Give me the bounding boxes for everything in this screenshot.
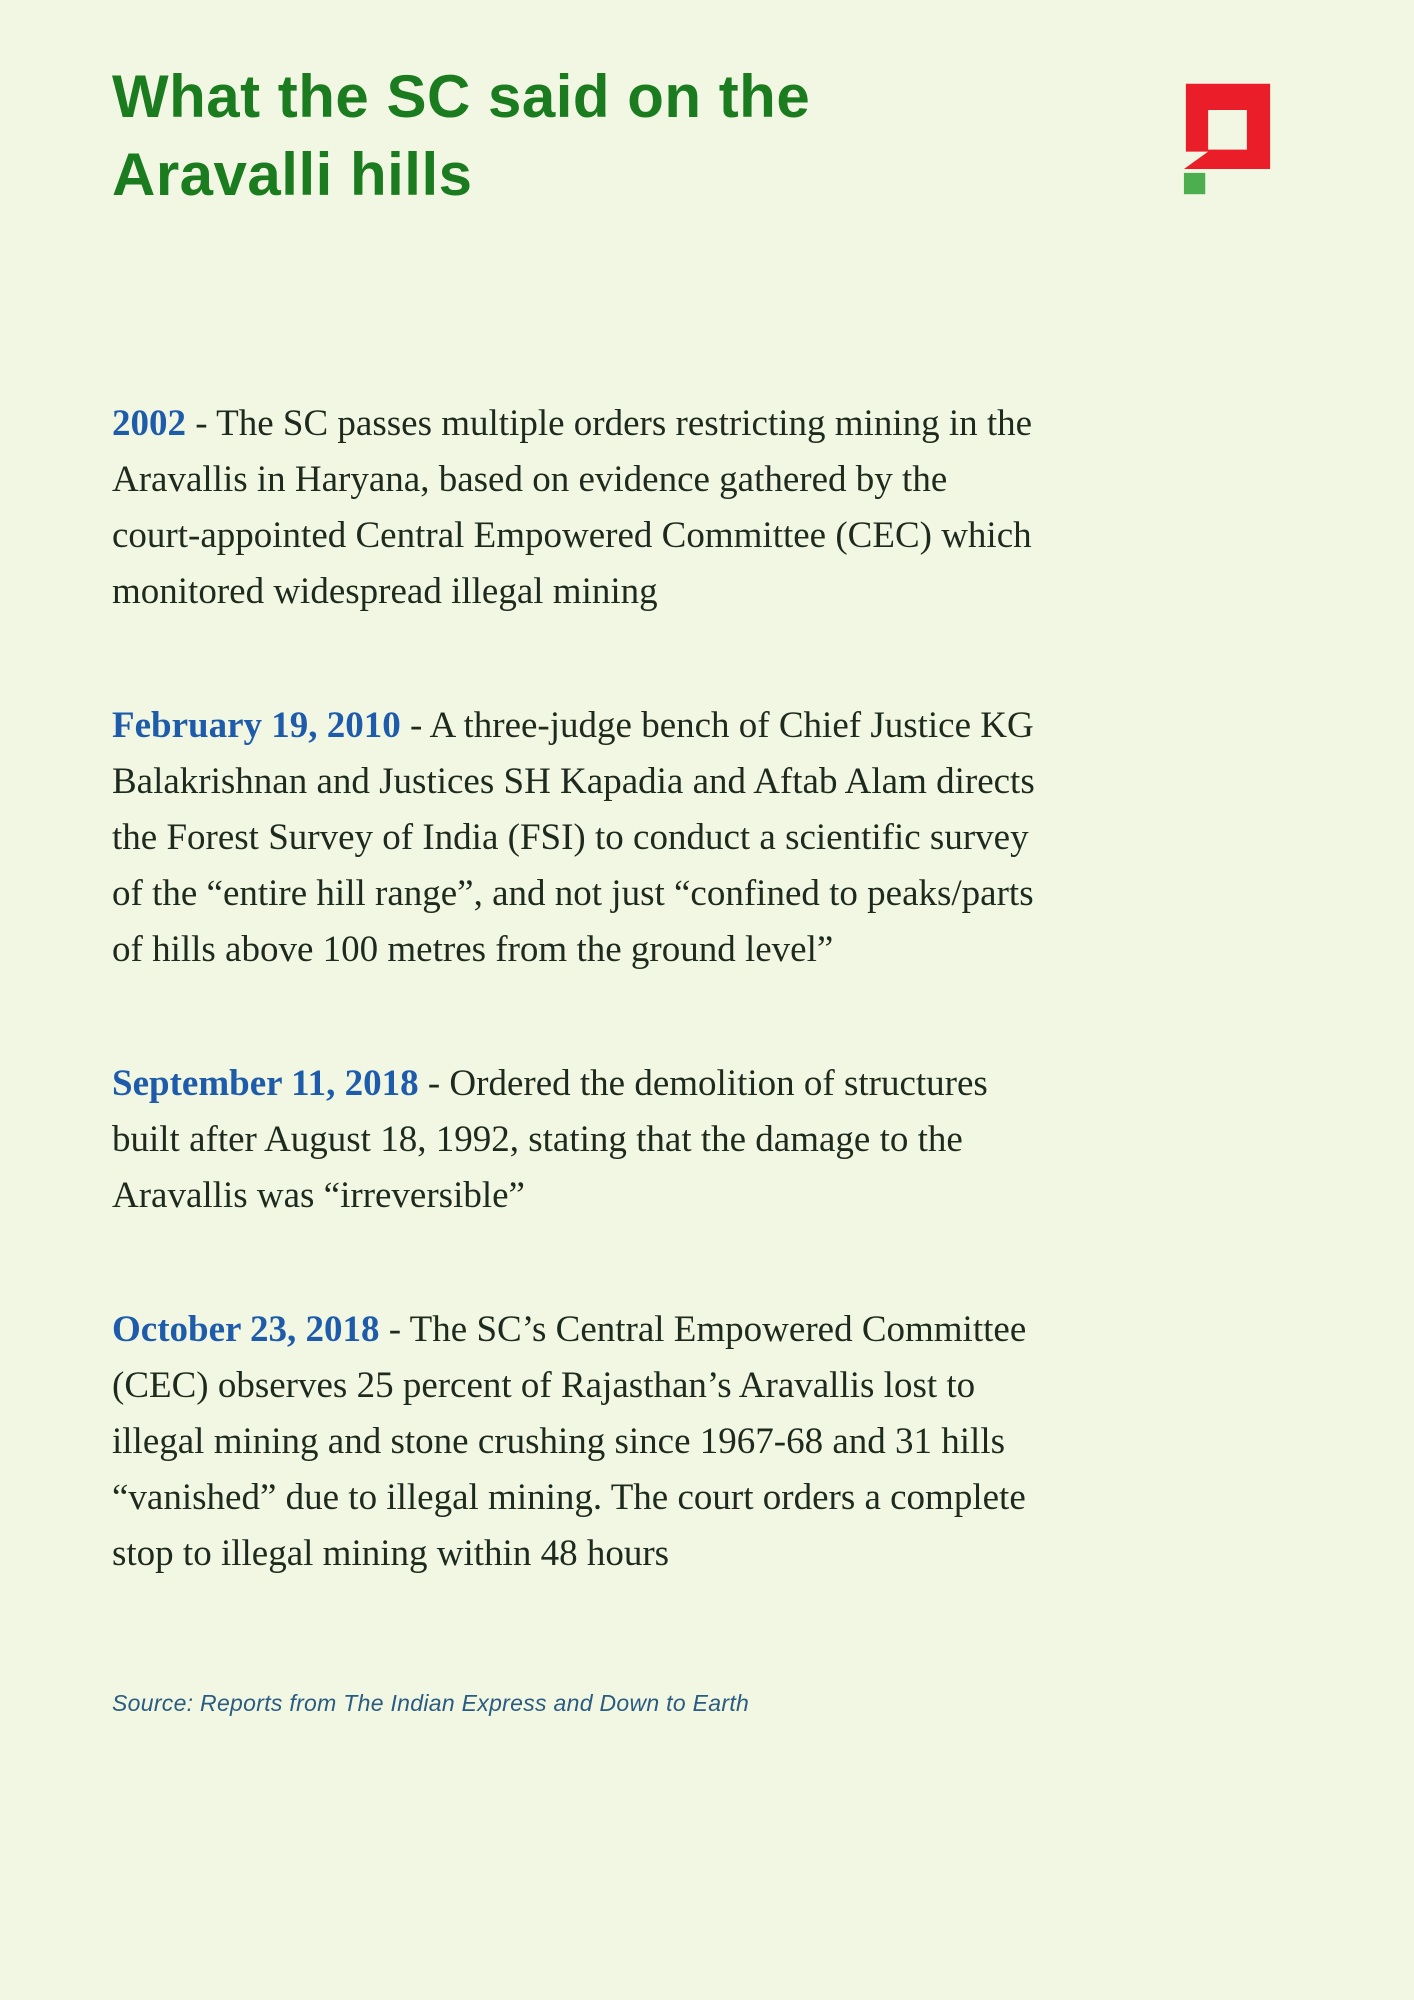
- timeline: [112, 396, 1037, 1582]
- timeline-entry: [112, 1302, 1037, 1582]
- timeline-text: - The SC’s Central Empowered Committee (CEC) observes 25 percent of Rajasthan’s Aravallis lost to illegal mining and stone crushing since 1967-68 and 31 hills “vanished” due to illegal mining. The court orders a complete stop to illegal mining within 48 hours: [112, 1309, 1027, 1574]
- timeline-date: October 23, 2018: [112, 1309, 380, 1350]
- timeline-entry: [112, 396, 1037, 620]
- timeline-entry: [112, 1056, 1037, 1224]
- source-note: Source: Reports from The Indian Express and Down to Earth: [112, 1690, 750, 1716]
- timeline-entry: [112, 698, 1037, 978]
- timeline-date: September 11, 2018: [112, 1063, 419, 1104]
- timeline-text: - Ordered the demolition of structures built after August 18, 1992, stating that the damage to the Aravallis was “irreversible”: [112, 1063, 988, 1216]
- logo-speech-bubble-shape: [1184, 84, 1270, 169]
- timeline-date: February 19, 2010: [112, 705, 401, 746]
- timeline-text: - The SC passes multiple orders restricting mining in the Aravallis in Haryana, based on evidence gathered by the court-appointed Central Empowered Committee (CEC) which monitored widespread illegal mining: [112, 403, 1033, 612]
- publisher-logo-icon: [1182, 82, 1274, 196]
- page-title: What the SC said on the Aravalli hills: [112, 63, 811, 208]
- logo-green-square: [1184, 173, 1205, 194]
- timeline-date: 2002: [112, 403, 186, 444]
- timeline-text: - A three-judge bench of Chief Justice KG Balakrishnan and Justices SH Kapadia and Aftab Alam directs the Forest Survey of India (FSI) to conduct a scientific survey of the “entire hill range”, and not just “confined to peaks/parts of hills above 100 metres from the ground level”: [112, 705, 1035, 970]
